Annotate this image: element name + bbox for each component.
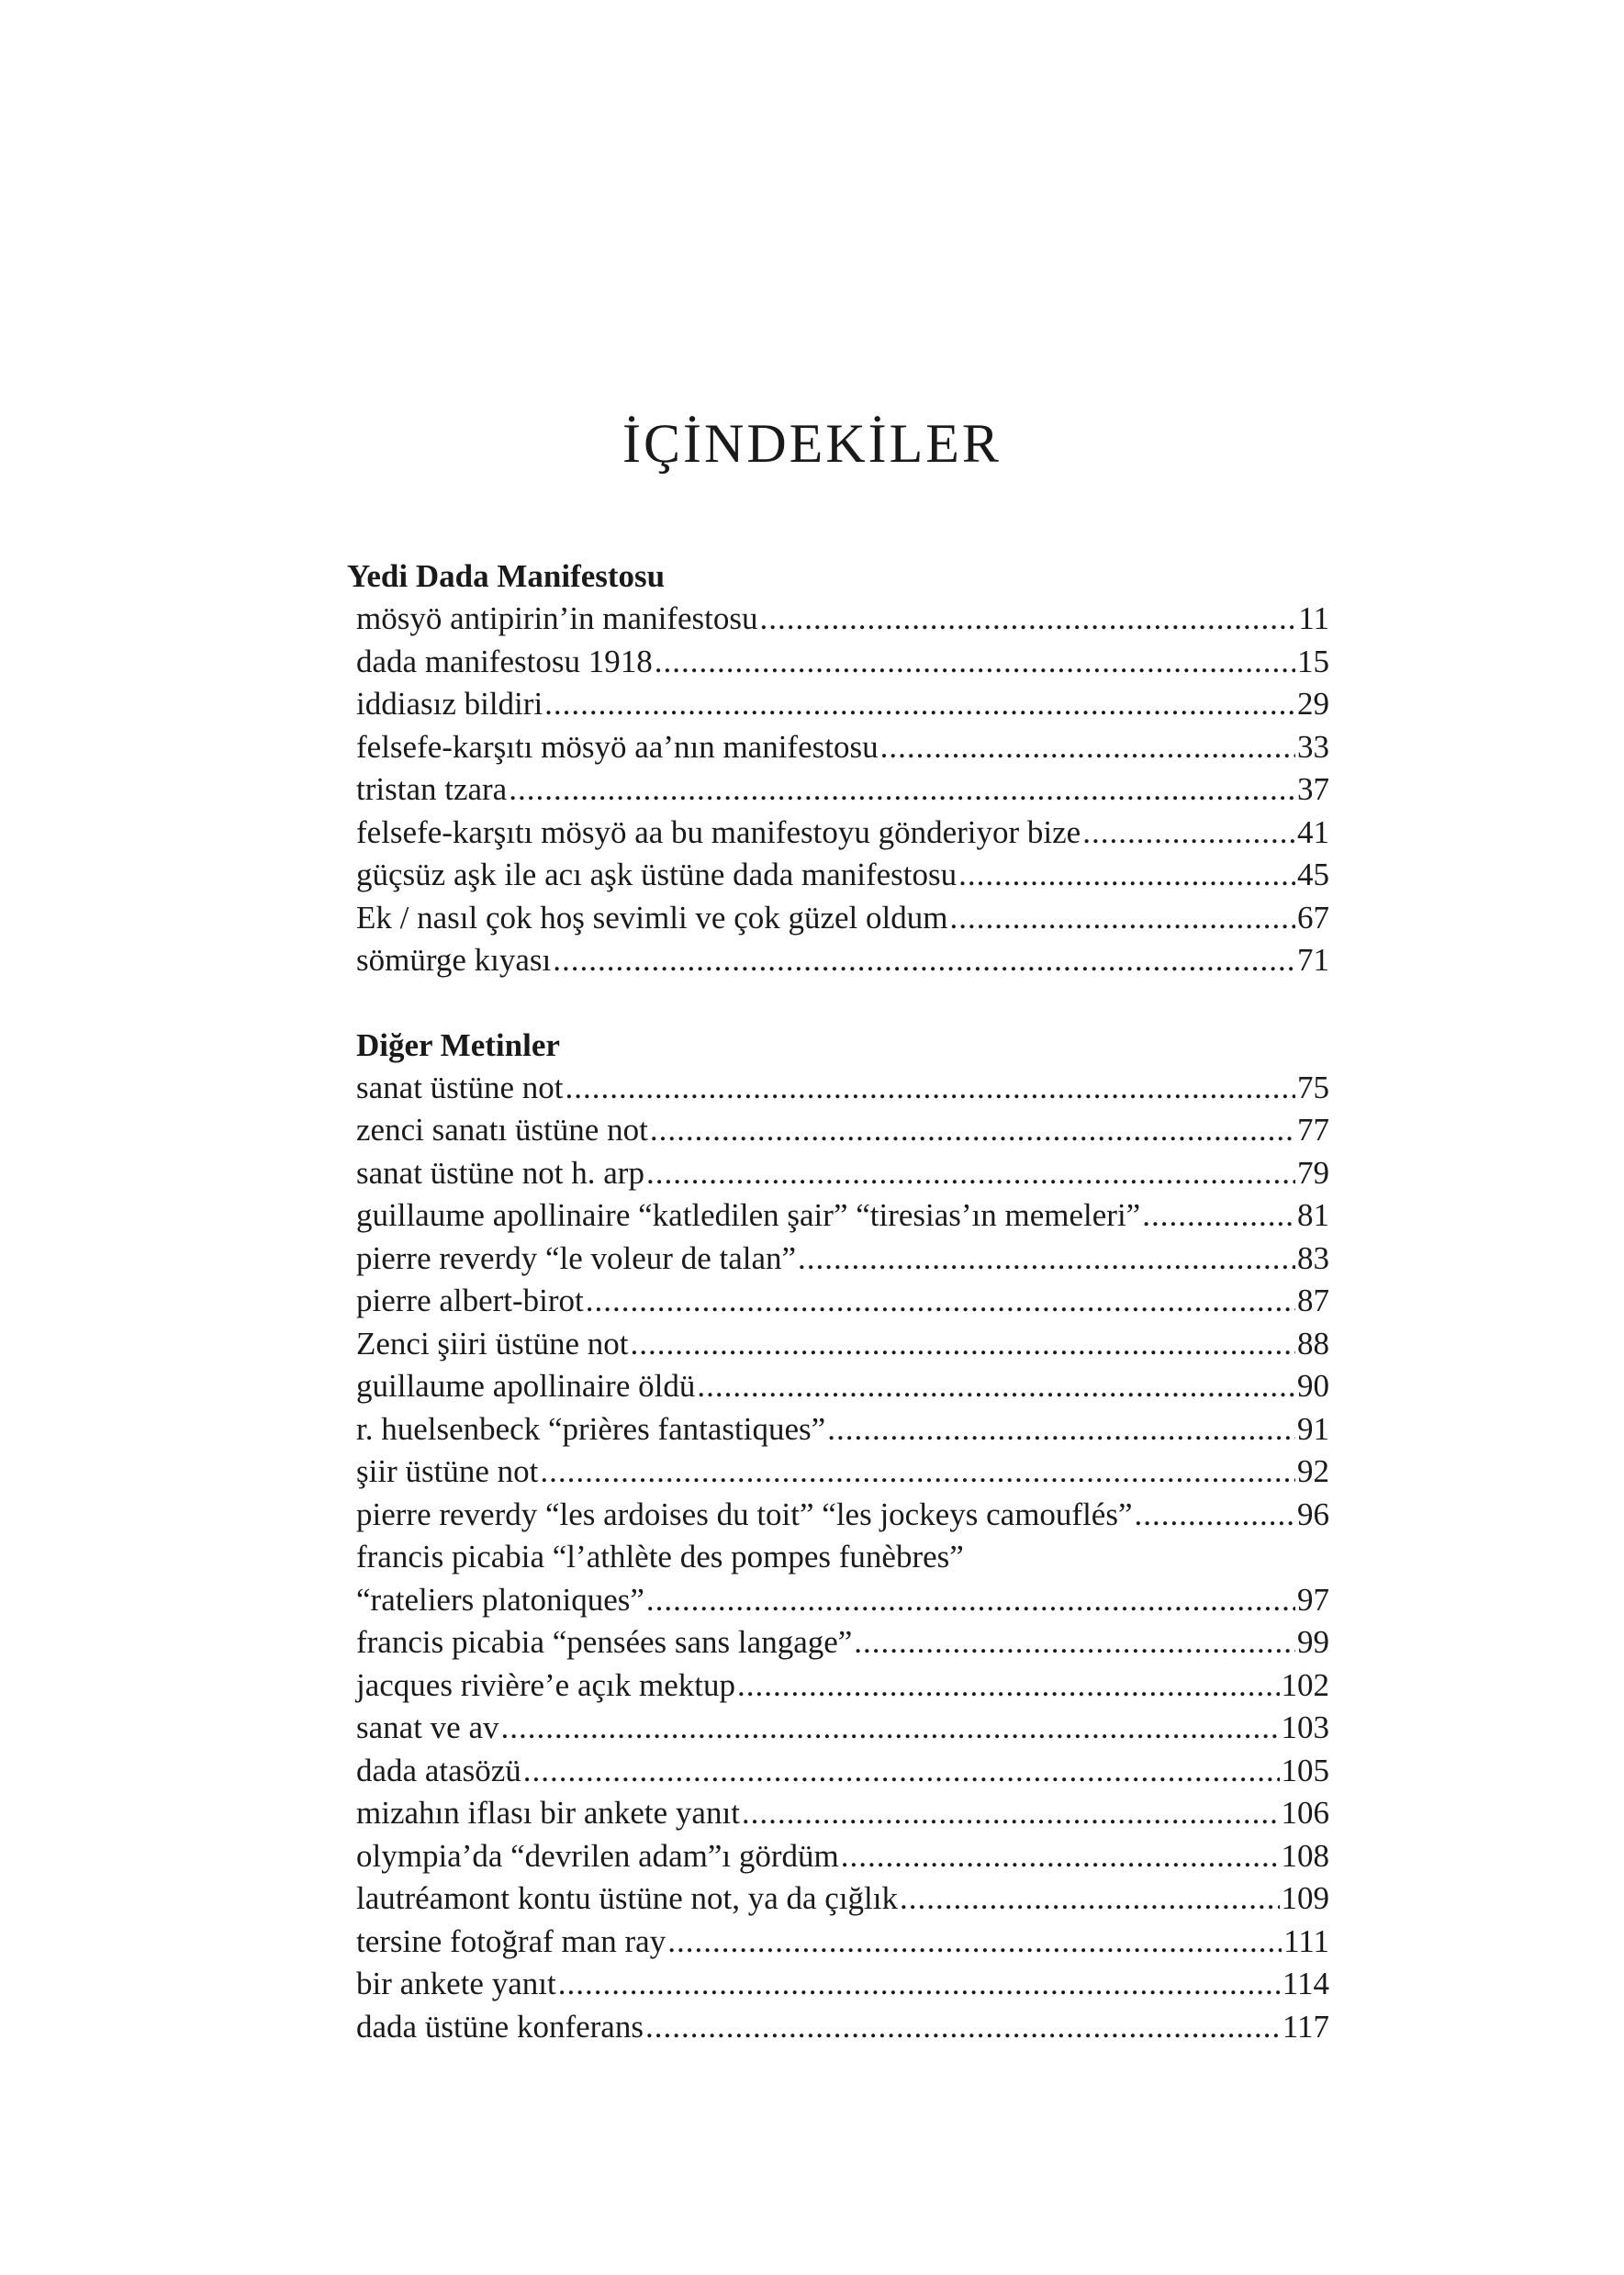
toc-entry	[356, 1238, 1329, 1281]
toc-entry	[356, 2006, 1329, 2049]
entry-title: mizahın iflası bir ankete yanıt	[356, 1795, 740, 1831]
toc-entry	[356, 1750, 1329, 1793]
page-number: 103	[1281, 1709, 1329, 1745]
entry-title: zenci sanatı üstüne not	[356, 1112, 648, 1148]
page-number: 15	[1297, 643, 1329, 679]
page-number: 109	[1281, 1880, 1329, 1916]
dot-leader	[900, 1877, 1279, 1921]
page-number: 77	[1297, 1112, 1329, 1148]
toc-entry	[356, 1494, 1329, 1537]
dot-leader	[854, 1621, 1295, 1664]
dot-leader	[655, 641, 1295, 684]
toc-entry	[356, 1408, 1329, 1451]
toc-entry	[356, 1152, 1329, 1195]
entry-title: felsefe-karşıtı mösyö aa’nın manifestosu	[356, 728, 879, 765]
page-number: 106	[1281, 1795, 1329, 1831]
page-number: 92	[1297, 1453, 1329, 1489]
page-number: 71	[1297, 942, 1329, 978]
dot-leader	[645, 2006, 1281, 2049]
entry-title: şiir üstüne not	[356, 1453, 539, 1489]
dot-leader	[737, 1664, 1280, 1708]
dot-leader	[1082, 812, 1295, 855]
toc-entry	[356, 641, 1329, 684]
toc-entry	[356, 1323, 1329, 1366]
dot-leader	[650, 1109, 1295, 1152]
entry-title: pierre reverdy “le voleur de talan”	[356, 1239, 797, 1276]
toc-entry	[356, 1536, 1329, 1579]
toc-entry	[356, 1579, 1329, 1622]
dot-leader	[544, 683, 1295, 726]
entry-title: sanat ve av	[356, 1709, 499, 1745]
table-of-contents	[347, 555, 1329, 2048]
dot-leader	[827, 1408, 1295, 1451]
toc-entry	[356, 897, 1329, 940]
entry-title: guillaume apollinaire “katledilen şair” “tiresias’ın memeleri”	[356, 1197, 1141, 1233]
dot-leader	[540, 1451, 1295, 1494]
page-number: 67	[1297, 899, 1329, 936]
page-number: 96	[1297, 1496, 1329, 1532]
page-number: 37	[1297, 771, 1329, 807]
page-number: 41	[1297, 813, 1329, 850]
entry-title: mösyö antipirin’in manifestosu	[356, 600, 758, 636]
entry-title: Zenci şiiri üstüne not	[356, 1325, 629, 1362]
page-number: 83	[1297, 1239, 1329, 1276]
toc-entry	[356, 1877, 1329, 1921]
dot-leader	[500, 1707, 1279, 1750]
entry-title: sanat üstüne not h. arp	[356, 1154, 644, 1191]
entry-title: r. huelsenbeck “prières fantastiques”	[356, 1410, 826, 1447]
toc-entry	[356, 1067, 1329, 1110]
dot-leader	[523, 1750, 1280, 1793]
toc-entry	[356, 683, 1329, 726]
entry-title: bir ankete yanıt	[356, 1966, 556, 2001]
toc-entry	[356, 1835, 1329, 1878]
toc-entry	[356, 1109, 1329, 1152]
toc-entry	[356, 1194, 1329, 1238]
page-number: 87	[1297, 1283, 1329, 1318]
dot-leader	[586, 1280, 1295, 1323]
page-number: 75	[1297, 1069, 1329, 1105]
page-number: 117	[1282, 2008, 1329, 2045]
dot-leader	[646, 1579, 1295, 1622]
entry-title: olympia’da “devrilen adam”ı gördüm	[356, 1837, 839, 1874]
dot-leader	[742, 1792, 1280, 1835]
entry-title: francis picabia “l’athlète des pompes funèbres”	[356, 1539, 964, 1575]
toc-entry	[356, 1707, 1329, 1750]
page-number: 91	[1297, 1410, 1329, 1447]
dot-leader	[667, 1921, 1282, 1964]
dot-leader	[646, 1152, 1295, 1195]
entry-title: pierre reverdy “les ardoises du toit” “les jockeys camouflés”	[356, 1496, 1133, 1532]
entry-title: felsefe-karşıtı mösyö aa bu manifestoyu gönderiyor bize	[356, 813, 1081, 850]
page-number: 29	[1297, 686, 1329, 722]
toc-entry	[356, 1365, 1329, 1408]
page-number: 90	[1297, 1368, 1329, 1404]
page-number: 105	[1281, 1752, 1329, 1788]
page-number: 88	[1297, 1325, 1329, 1362]
page-number: 102	[1281, 1666, 1329, 1703]
page-number: 45	[1297, 857, 1329, 892]
entry-title: güçsüz aşk ile acı aşk üstüne dada manifestosu	[356, 857, 958, 892]
entry-title: dada atasözü	[356, 1752, 521, 1788]
entry-title: “rateliers platoniques”	[356, 1581, 644, 1618]
toc-entry	[356, 598, 1329, 641]
toc-entry	[356, 939, 1329, 982]
toc-entry	[356, 1451, 1329, 1494]
toc-entry	[356, 812, 1329, 855]
entry-title: guillaume apollinaire öldü	[356, 1368, 696, 1404]
page-number: 79	[1297, 1154, 1329, 1191]
entry-title: francis picabia “pensées sans langage”	[356, 1624, 853, 1660]
entry-title: dada üstüne konferans	[356, 2008, 644, 2045]
toc-entry	[356, 1963, 1329, 2006]
entry-title: sanat üstüne not	[356, 1069, 564, 1105]
toc-entry	[356, 1792, 1329, 1835]
entry-title: lautréamont kontu üstüne not, ya da çığlık	[356, 1880, 899, 1916]
toc-entry	[356, 1664, 1329, 1708]
dot-leader	[1135, 1494, 1296, 1537]
page-number: 114	[1282, 1966, 1329, 2001]
entry-title: dada manifestosu 1918	[356, 643, 653, 679]
toc-entry	[356, 1621, 1329, 1664]
dot-leader	[558, 1963, 1281, 2006]
entry-title: iddiasız bildiri	[356, 686, 543, 722]
entry-title: tersine fotoğraf man ray	[356, 1922, 666, 1959]
page-number: 97	[1297, 1581, 1329, 1618]
section-heading: Diğer Metinler	[356, 1026, 560, 1063]
dot-leader	[798, 1238, 1295, 1281]
page-number: 108	[1281, 1837, 1329, 1874]
entry-title: jacques rivière’e açık mektup	[356, 1666, 735, 1703]
toc-entry	[356, 1280, 1329, 1323]
entry-title: pierre albert-birot	[356, 1283, 584, 1318]
page-number: 11	[1298, 600, 1329, 636]
entry-title: Ek / nasıl çok hoş sevimli ve çok güzel oldum	[356, 899, 948, 936]
toc-entry	[356, 1921, 1329, 1964]
section-spacer	[356, 982, 1329, 1025]
toc-entry	[356, 768, 1329, 812]
dot-leader	[759, 598, 1296, 641]
dot-leader	[1142, 1194, 1295, 1238]
dot-leader	[697, 1365, 1295, 1408]
entry-title: tristan tzara	[356, 771, 508, 807]
dot-leader	[949, 897, 1295, 940]
dot-leader	[880, 726, 1295, 769]
dot-leader	[553, 939, 1295, 982]
dot-leader	[509, 768, 1295, 812]
section-heading: Yedi Dada Manifestosu	[347, 558, 666, 594]
page-number: 111	[1283, 1922, 1329, 1959]
dot-leader	[841, 1835, 1280, 1878]
toc-entry	[356, 726, 1329, 769]
toc-entry	[356, 854, 1329, 897]
dot-leader	[630, 1323, 1295, 1366]
page-title: İÇİNDEKİLER	[622, 413, 1002, 474]
entry-title: sömürge kıyası	[356, 942, 552, 978]
page-number: 81	[1297, 1197, 1329, 1233]
page-number: 33	[1297, 728, 1329, 765]
page-number: 99	[1297, 1624, 1329, 1660]
dot-leader	[958, 854, 1295, 897]
dot-leader	[566, 1067, 1295, 1110]
